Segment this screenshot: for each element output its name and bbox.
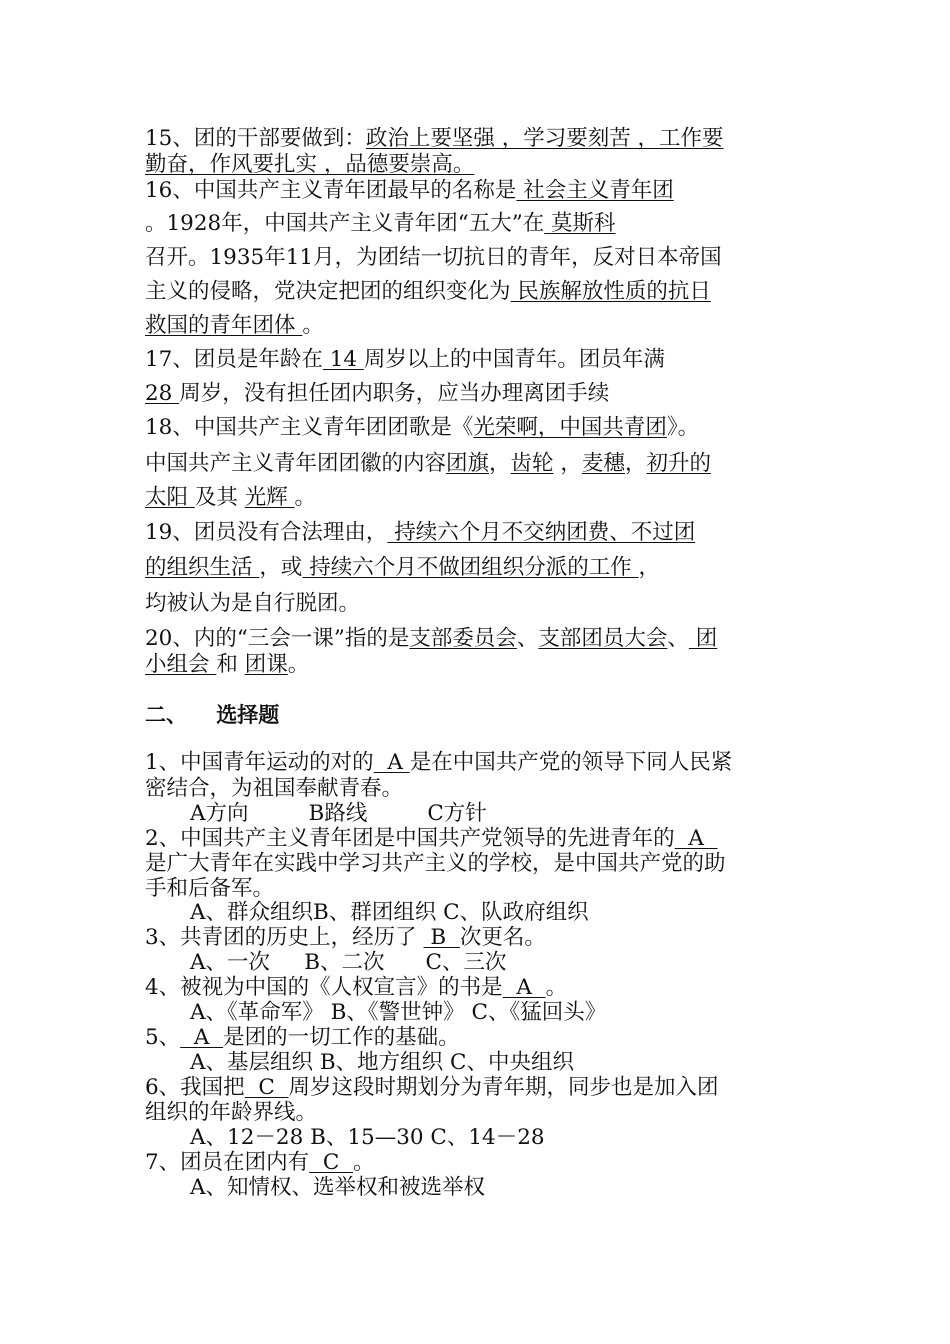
q17-answer-1: 14 (322, 347, 364, 372)
c6-text-2: 周岁这段时期划分为青年期，同步也是加入团 (288, 1075, 719, 1100)
c6-line-2 (145, 1100, 317, 1126)
q20-answer-3: 团 (688, 626, 718, 651)
c3-options: A、一次 B、二次 C、三次 (190, 950, 507, 975)
section-heading: 二、 选择题 (145, 703, 280, 727)
c2-line-1 (145, 826, 718, 852)
q15-answer-cont: 勤奋，作风要扎实 ，品德要崇高。 (145, 152, 475, 177)
c6-text-3: 组织的年龄界线。 (145, 1100, 318, 1125)
c1-answer: A (373, 750, 410, 775)
c6-text: 6、我国把 (145, 1075, 245, 1100)
q16-text: 16、中国共产主义青年团最早的名称是 (145, 178, 517, 203)
q19-line-3 (145, 591, 360, 617)
q18-answer-sun: 初升的 (646, 451, 711, 476)
c4-text: 4、被视为中国的《人权宣言》的书是 (145, 975, 503, 1000)
q18-line-3 (145, 485, 316, 511)
c5-text: 5、 (145, 1025, 181, 1050)
c6-answer: C (244, 1075, 289, 1100)
c4-options: A、《革命军》 B、《警世钟》 C、《猛回头》 (190, 1000, 607, 1025)
c1-option-b: B路线 (308, 801, 368, 826)
q18-sep-1: ， (489, 451, 511, 476)
c4-answer: A (502, 975, 546, 1000)
c1-option-a: A方向 (190, 801, 249, 826)
q20-sep-1: 、 (516, 626, 539, 651)
q17-line-2 (145, 381, 609, 407)
q16-answer-3-cont: 救国的青年团体 (145, 313, 303, 338)
q18-sep-3: ， (624, 451, 647, 476)
c5-answer: A (180, 1025, 224, 1050)
c1-text-3: 密结合，为祖国奉献青春。 (145, 776, 404, 801)
c5-text-2: 是团的一切工作的基础。 (223, 1025, 460, 1050)
q19-comma: ， (638, 555, 661, 580)
c2-text: 2、中国共产主义青年团是中国共产党领导的先进青年的 (145, 826, 675, 851)
q16-line-3 (145, 245, 722, 271)
q19-line-1 (145, 520, 695, 546)
c1-line-2 (145, 776, 403, 802)
q18-period: 。 (294, 485, 317, 510)
q18-line-2 (145, 451, 711, 477)
c4-text-2: 。 (545, 975, 568, 1000)
c1-text: 1、中国青年运动的对的 (145, 750, 374, 775)
q16-answer-2: 莫斯科 (544, 211, 616, 236)
q19-text-2: ，或 (259, 555, 303, 580)
q20-answer-3-cont: 小组会 (145, 652, 217, 677)
c1-options (190, 801, 487, 827)
q16-text-4: 主义的侵略，党决定把团的组织变化为 (145, 279, 511, 304)
q19-line-2 (145, 555, 660, 581)
q16-line-2 (145, 211, 616, 237)
q16-line-5 (145, 313, 324, 339)
c1-line-1 (145, 750, 732, 776)
q15-answer: 政治上要坚强 ，学习要刻苦 ，工作要 (365, 126, 724, 151)
q18-answer-gear: 齿轮 (510, 451, 554, 476)
q19-answer-2: 持续六个月不做团组织分派的工作 (302, 555, 639, 580)
c2-options: A、群众组织B、群团组织 C、队政府组织 (190, 900, 589, 925)
q18-text-3: 中国共产主义青年团团徽的内容 (145, 451, 447, 476)
q19-answer-1-cont: 的组织生活 (145, 555, 260, 580)
q15-line-1 (145, 126, 724, 152)
q20-line-1 (145, 626, 717, 652)
q17-text: 17、团员是年龄在 (145, 347, 323, 372)
q18-answer-flag: 团旗 (446, 451, 490, 476)
q16-text-3: 召开。1935年11月，为团结一切抗日的青年，反对日本帝国 (145, 245, 722, 270)
q20-text: 20、内的“三会一课”指的是 (145, 626, 410, 651)
q20-period: 。 (287, 652, 310, 677)
q16-line-1 (145, 178, 674, 204)
c2-line-3 (145, 876, 274, 902)
q18-answer-song: 光荣啊，中国共青团 (473, 415, 667, 440)
q20-and: 和 (216, 652, 245, 677)
c2-line-2 (145, 851, 726, 877)
q18-sep-2: ， (553, 451, 582, 476)
q20-answer-1: 支部委员会 (409, 626, 517, 651)
q17-answer-2-cont: 28 (145, 381, 180, 406)
c7-text-2: 。 (352, 1150, 375, 1175)
c2-text-2: 是广大青年在实践中学习共产主义的学校，是中国共产党的助 (145, 851, 726, 876)
q17-line-1 (145, 347, 665, 373)
c7-line-1 (145, 1150, 375, 1176)
c1-text-2: 是在中国共产党的领导下同人民紧 (409, 750, 733, 775)
q18-line-1 (145, 415, 699, 441)
q20-sep-2: 、 (667, 626, 689, 651)
q15-line-2 (145, 152, 474, 178)
q16-answer-3: 民族解放性质的抗日 (510, 279, 711, 304)
c3-answer: B (423, 925, 460, 950)
q18-answer-glow: 光辉 (244, 485, 295, 510)
c2-answer: A (674, 826, 718, 851)
q19-text-3: 均被认为是自行脱团。 (145, 591, 361, 616)
c3-line-1 (145, 925, 546, 951)
c6-options: A、12－28 B、15—30 C、14－28 (190, 1125, 545, 1150)
q18-text-2: 》。 (666, 415, 700, 440)
c6-line-1 (145, 1075, 719, 1101)
c7-text: 7、团员在团内有 (145, 1150, 310, 1175)
q20-line-2 (145, 652, 309, 678)
q20-answer-4: 团课 (244, 652, 288, 677)
q16-line-4 (145, 279, 711, 305)
c7-answer: C (309, 1150, 353, 1175)
c4-line-1 (145, 975, 567, 1001)
q18-text-4: 及其 (194, 485, 245, 510)
q17-text-3: 周岁，没有担任团内职务，应当办理离团手续 (179, 381, 610, 406)
c5-line-1 (145, 1025, 460, 1051)
q19-text: 19、团员没有合法理由， (145, 520, 388, 545)
c3-text-2: 次更名。 (459, 925, 546, 950)
c7-options: A、知情权、选举权和被选举权 (190, 1175, 486, 1200)
c5-options: A、基层组织 B、地方组织 C、中央组织 (190, 1050, 574, 1075)
q20-answer-2: 支部团员大会 (538, 626, 668, 651)
c3-text: 3、共青团的历史上，经历了 (145, 925, 424, 950)
q18-text: 18、中国共产主义青年团团歌是《 (145, 415, 474, 440)
q16-period: 。 (302, 313, 324, 338)
q18-answer-wheat: 麦穗 (581, 451, 625, 476)
c2-text-3: 手和后备军。 (145, 876, 275, 901)
c1-option-c: C方针 (427, 801, 487, 826)
q15-text: 15、团的干部要做到： (145, 126, 366, 151)
q16-text-2: 。1928年，中国共产主义青年团“五大”在 (145, 211, 545, 236)
q19-answer-1: 持续六个月不交纳团费、不过团 (387, 520, 696, 545)
q17-text-2: 周岁以上的中国青年。团员年满 (363, 347, 665, 372)
q18-answer-sun-cont: 太阳 (145, 485, 195, 510)
q16-answer-1: 社会主义青年团 (516, 178, 674, 203)
